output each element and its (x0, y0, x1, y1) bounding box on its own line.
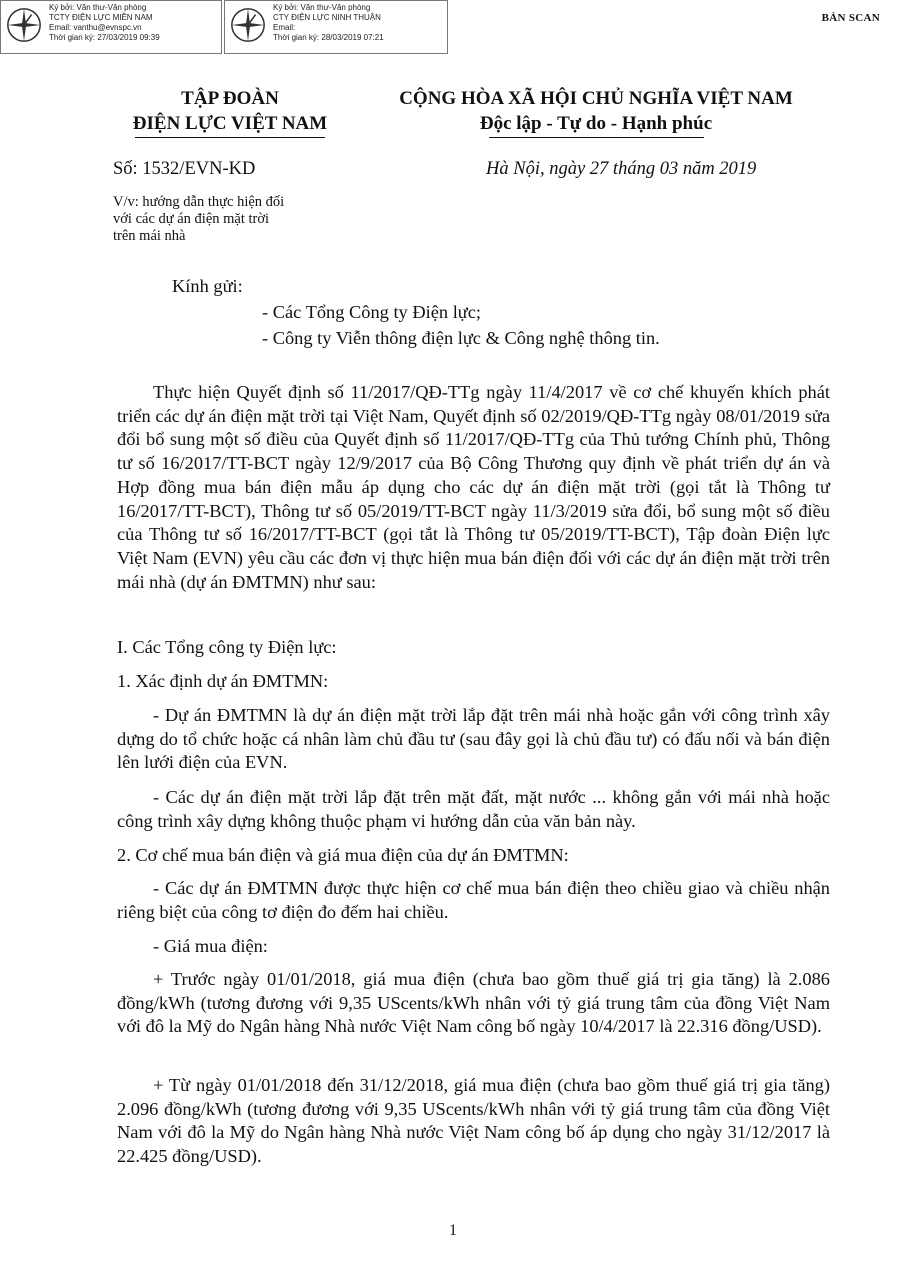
signature-1-org: TCTY ĐIỆN LỰC MIỀN NAM (49, 13, 153, 22)
org-name-line1: TẬP ĐOÀN (181, 88, 279, 109)
price-paragraph-1: + Trước ngày 01/01/2018, giá mua điện (chưa bao gồm thuế giá trị gia tăng) là 2.086 đồng/kWh (tương đương với 9,35 UScents/kWh nhân với tỷ giá trung tâm của đồng Việt Nam với đô la Mỹ do Ngân hàng Nhà nước Việt Nam công bố ngày 10/4/2017 là 22.316 đồng/USD). (117, 969, 830, 1037)
signature-1-signed-by: Ký bởi: Văn thư-Văn phòng (49, 3, 147, 12)
signature-2-email: Email: (273, 23, 296, 32)
intro-paragraph: Thực hiện Quyết định số 11/2017/QĐ-TTg ngày 11/4/2017 về cơ chế khuyến khích phát triển các dự án điện mặt trời tại Việt Nam, Quyết định số 02/2019/QĐ-TTg ngày 08/01/2019 sửa đổi bổ sung một số điều của Quyết định số 11/2017/QĐ-TTg của Thủ tướng Chính phủ, Thông tư số 16/2017/TT-BCT ngày 12/9/2017 của Bộ Công Thương quy định về phát triển dự án và Hợp đồng mua bán điện mẫu áp dụng cho các dự án điện mặt trời (gọi tắt là Thông tư 16/2017/TT-BCT), Thông tư số 05/2019/TT-BCT ngày 11/3/2019 sửa đổi, bổ sung một số điều của Thông tư số 16/2017/TT-BCT (gọi tắt là Thông tư 05/2019/TT-BCT), Tập đoàn Điện lực Việt Nam (EVN) yêu cầu các đơn vị thực hiện mua bán điện đối với các dự án điện mặt trời trên mái nhà (dự án ĐMTMN) như sau: (117, 382, 830, 592)
recipients-label: Kính gửi: (172, 276, 243, 296)
doc-number: Số: 1532/EVN-KD (113, 159, 256, 179)
page-number: 1 (449, 1222, 457, 1239)
item-1-paragraph-1: - Dự án ĐMTMN là dự án điện mặt trời lắp đặt trên mái nhà hoặc gắn với công trình xây dựng do tổ chức hoặc cá nhân làm chủ đầu tư (sau đây gọi là chủ đầu tư) có đấu nối và bán điện lên lưới điện của EVN. (117, 705, 830, 773)
item-2-paragraph-2: - Giá mua điện: (153, 936, 268, 956)
signature-1-time: Thời gian ký: 27/03/2019 09:39 (49, 33, 160, 42)
recipient-item: - Các Tổng Công ty Điện lực; (262, 302, 482, 322)
subject-line3: trên mái nhà (113, 228, 186, 244)
item-1-paragraph-2: - Các dự án điện mặt trời lắp đặt trên mặt đất, mặt nước ... không gắn với mái nhà hoặc công trình xây dựng không thuộc phạm vi hướng dẫn của văn bản này. (117, 787, 830, 831)
motto-underline (489, 137, 704, 138)
signature-2-time: Thời gian ký: 28/03/2019 07:21 (273, 33, 384, 42)
signature-stamp-1 (0, 0, 222, 54)
signature-stamp-2 (224, 0, 448, 54)
price-paragraph-2: + Từ ngày 01/01/2018 đến 31/12/2018, giá mua điện (chưa bao gồm thuế giá trị gia tăng) 2.096 đồng/kWh (tương đương với 9,35 UScents/kWh nhân với tỷ giá trung tâm của đồng Việt Nam với đô la Mỹ do Ngân hàng Nhà nước Việt Nam công bố áp dụng cho ngày 31/12/2017 là 22.425 đồng/USD). (117, 1075, 830, 1167)
evn-logo-icon (5, 6, 43, 44)
section-1-heading: I. Các Tổng công ty Điện lực: (117, 637, 337, 657)
recipient-item: - Công ty Viễn thông điện lực & Công nghệ thông tin. (262, 328, 660, 348)
item-2-paragraph-1: - Các dự án ĐMTMN được thực hiện cơ chế mua bán điện theo chiều giao và chiều nhận riêng biệt của công tơ điện đo đếm hai chiều. (117, 878, 830, 922)
subject-line1: V/v: hướng dẫn thực hiện đối (113, 194, 285, 210)
place-date: Hà Nội, ngày 27 tháng 03 năm 2019 (486, 159, 757, 179)
org-underline (135, 137, 325, 138)
recipients-list (262, 299, 660, 351)
subject-line2: với các dự án điện mặt trời (113, 211, 270, 227)
org-name-line2: ĐIỆN LỰC VIỆT NAM (132, 113, 328, 134)
signature-2-signed-by: Ký bởi: Văn thư-Văn phòng (273, 3, 371, 12)
item-1-heading: 1. Xác định dự án ĐMTMN: (117, 671, 329, 691)
motto: Độc lập - Tự do - Hạnh phúc (479, 113, 713, 134)
item-2-heading: 2. Cơ chế mua bán điện và giá mua điện của dự án ĐMTMN: (117, 845, 569, 865)
subject (113, 194, 353, 245)
national-motto (376, 86, 816, 138)
scan-label: BẢN SCAN (821, 12, 880, 24)
org-name (100, 86, 360, 138)
evn-logo-icon (229, 6, 267, 44)
signature-1-email: Email: vanthu@evnspc.vn (49, 23, 142, 32)
country-name: CỘNG HÒA XÃ HỘI CHỦ NGHĨA VIỆT NAM (399, 88, 793, 109)
signature-2-org: CTY ĐIỆN LỰC NINH THUẬN (273, 13, 381, 22)
